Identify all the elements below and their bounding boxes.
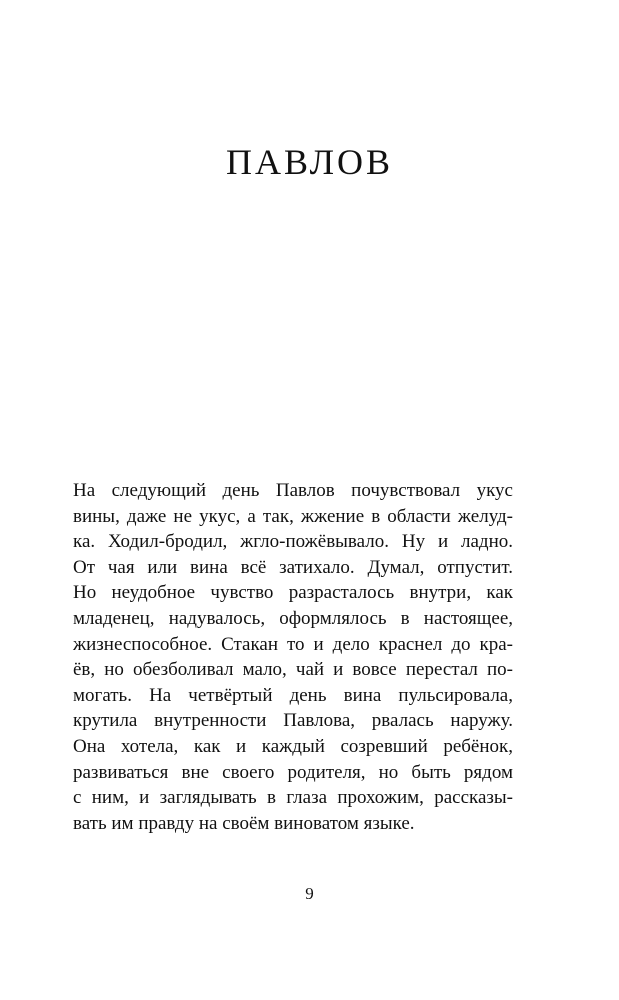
text-line: вать им правду на своём виноватом языке. [73,812,415,834]
text-line: На следующий день Павлов почувствовал укус [73,480,513,501]
text-line: вины, даже не укус, а так, жжение в области желуд- [73,505,513,527]
text-line: ёв, но обезболивал мало, чай и вовсе перестал по- [73,659,513,681]
text-line: ка. Ходил-бродил, жгло-пожёвывало. Ну и ладно. [73,531,513,553]
text-line: жизнеспособное. Стакан то и дело краснел до кра- [73,633,513,655]
text-line: с ним, и заглядывать в глаза прохожим, рассказы- [73,787,513,809]
text-line: развиваться вне своего родителя, но быть рядом [73,761,513,783]
chapter-title: ПАВЛОВ [225,142,394,182]
text-line: могать. На четвёртый день вина пульсировала, [73,684,513,706]
page-number: 9 [305,884,314,903]
text-line: Но неудобное чувство разрасталось внутри, как [73,582,513,604]
text-line: младенец, надувалось, оформлялось в настоящее, [73,607,513,629]
text-line: От чая или вина всё затихало. Думал, отпустит. [73,556,513,578]
text-line: крутила внутренности Павлова, рвалась наружу. [73,710,513,732]
chapter-body-text [73,478,513,836]
text-line: Она хотела, как и каждый созревший ребёнок, [73,735,513,757]
